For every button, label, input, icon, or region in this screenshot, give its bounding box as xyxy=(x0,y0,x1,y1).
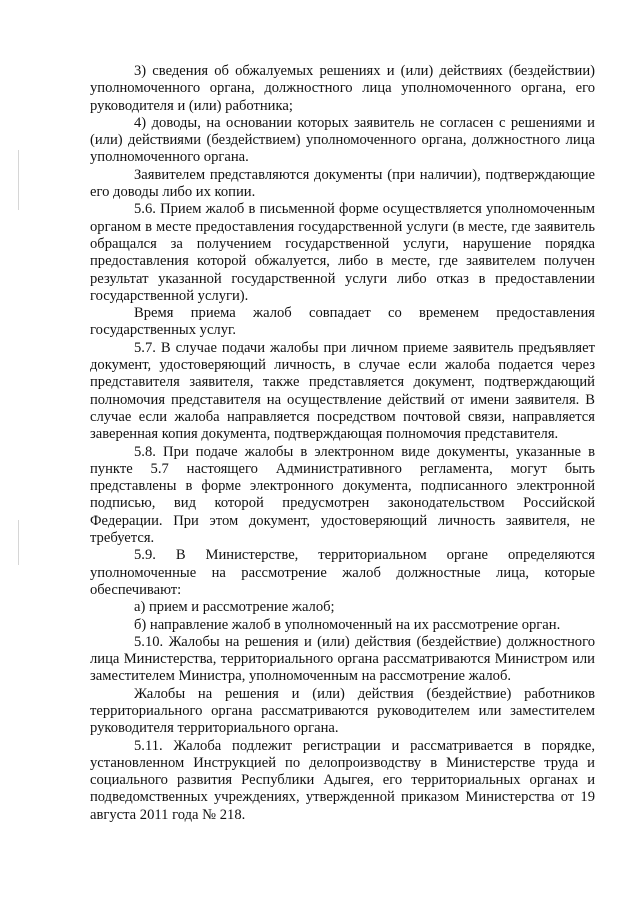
paragraph-5-11: 5.11. Жалоба подлежит регистрации и рассматривается в порядке, установленном Инструкцией по делопроизводству в Министерстве труда и социального развития Республики Адыгея, его территориальных органах и подведомственных учреждениях, утвержденной приказом Министерства от 19 августа 2011 года № 218. xyxy=(90,737,595,823)
paragraph-reception-time: Время приема жалоб совпадает со временем предоставления государственных услуг. xyxy=(90,305,595,339)
paragraph-5-7: 5.7. В случае подачи жалобы при личном приеме заявитель предъявляет документ, удостоверяющий личность, в случае если жалоба подается через представителя заявителя, также представляется документ, подтверждающий полномочия представителя на осуществление действий от имени заявителя. В случае если жалоба направляется посредством почтовой связи, направляется заверенная копия документа, подтверждающая полномочия представителя. xyxy=(90,339,595,443)
paragraph-5-9: 5.9. В Министерстве, территориальном органе определяются уполномоченные на рассмотрение жалоб должностные лица, которые обеспечивают: xyxy=(90,547,595,598)
paragraph-5-6: 5.6. Прием жалоб в письменной форме осуществляется уполномоченным органом в месте предоставления государственной услуги (в месте, где заявитель обращался за получением государственной услуги, нарушение порядка предоставления которой обжалуется, либо в месте, где заявителем получен результат указанной государственной услуги либо отказ в предоставлении государственной услуги). xyxy=(90,201,595,304)
paragraph-5-8: 5.8. При подаче жалобы в электронном виде документы, указанные в пункте 5.7 настоящего Административного регламента, могут быть представлены в форме электронного документа, подписанного электронной подписью, вид которой предусмотрен законодательством Российской Федерации. При этом документ, удостоверяющий личность заявителя, не требуется. xyxy=(90,443,595,547)
paragraph-supporting-documents: Заявителем представляются документы (при наличии), подтверждающие его доводы либо их копии. xyxy=(90,166,595,201)
paragraph-5-10: 5.10. Жалобы на решения и (или) действия (бездействие) должностного лица Министерства, территориального органа рассматриваются Министром или заместителем Министра, уполномоченным на рассмотрение жалоб. xyxy=(90,633,595,685)
paragraph-item-3: 3) сведения об обжалуемых решениях и (или) действиях (бездействии) уполномоченного органа, должностного лица уполномоченного органа, его руководителя и (или) работника; xyxy=(90,63,595,114)
paragraph-item-a: а) прием и рассмотрение жалоб; xyxy=(134,599,335,616)
paragraph-item-b: б) направление жалоб в уполномоченный на их рассмотрение орган. xyxy=(134,616,561,633)
scan-margin-mark xyxy=(18,150,19,210)
paragraph-territorial-complaints: Жалобы на решения и (или) действия (бездействие) работников территориального органа рассматриваются руководителем или заместителем руководителя территориального органа. xyxy=(90,685,595,737)
paragraph-item-4: 4) доводы, на основании которых заявитель не согласен с решениями и (или) действиями (бездействием) уполномоченного органа, должностного лица уполномоченного органа. xyxy=(90,114,595,166)
document-page xyxy=(90,63,595,824)
scan-margin-mark xyxy=(18,520,19,565)
